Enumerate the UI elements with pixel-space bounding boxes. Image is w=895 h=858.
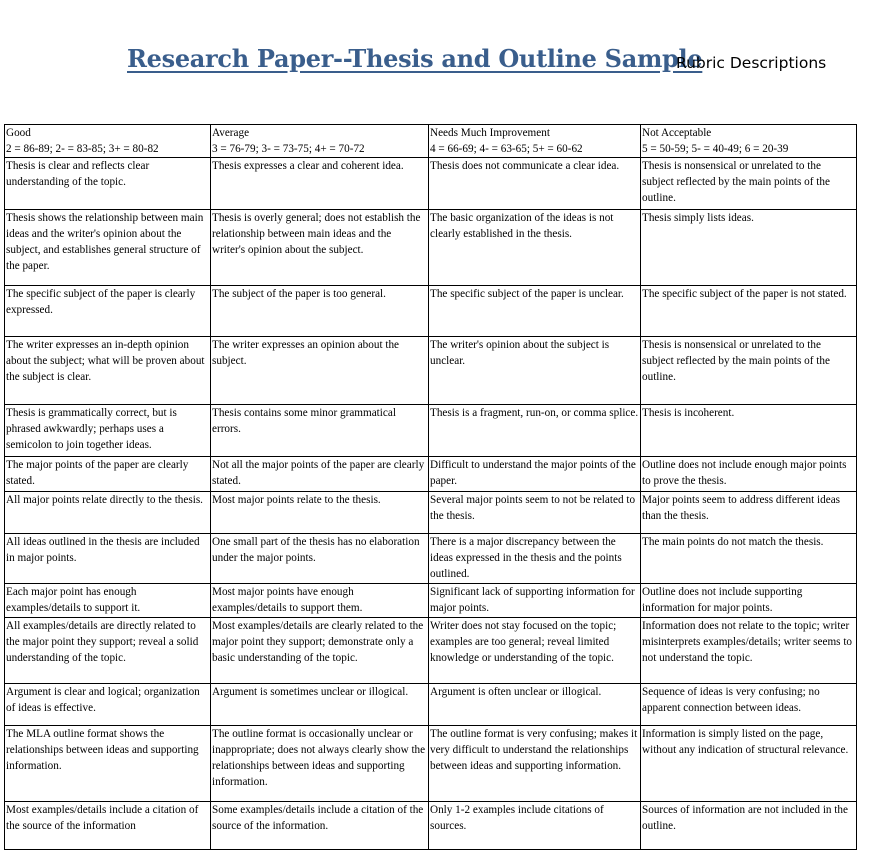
rubric-header-row xyxy=(5,125,857,158)
level-cell-good xyxy=(5,125,211,158)
table-row xyxy=(5,618,857,684)
rubric-cell xyxy=(641,726,857,802)
rubric-cell xyxy=(5,210,211,286)
rubric-cell xyxy=(5,457,211,492)
rubric-cell xyxy=(641,534,857,584)
rubric-cell-text: Outline does not include enough major points to prove the thesis. xyxy=(642,459,847,487)
level-range: 5 = 50-59; 5- = 40-49; 6 = 20-39 xyxy=(642,143,789,155)
rubric-cell-text: The specific subject of the paper is not stated. xyxy=(642,288,847,300)
rubric-cell-text: The major points of the paper are clearly stated. xyxy=(6,459,189,487)
rubric-cell-text: Most major points relate to the thesis. xyxy=(212,494,381,506)
rubric-cell xyxy=(5,802,211,850)
rubric-cell-text: The outline format is very confusing; makes it very difficult to understand the relationships between ideas and supporting information. xyxy=(430,728,638,772)
rubric-cell xyxy=(429,584,641,618)
level-range: 3 = 76-79; 3- = 73-75; 4+ = 70-72 xyxy=(212,143,365,155)
rubric-cell xyxy=(641,405,857,457)
rubric-cell xyxy=(211,337,429,405)
rubric-cell xyxy=(641,210,857,286)
rubric-cell-text: Thesis expresses a clear and coherent idea. xyxy=(212,160,404,172)
rubric-cell-text: Sequence of ideas is very confusing; no apparent connection between ideas. xyxy=(642,686,820,714)
rubric-cell xyxy=(429,210,641,286)
rubric-cell-text: Thesis does not communicate a clear idea. xyxy=(430,160,620,172)
rubric-table xyxy=(4,124,857,850)
rubric-cell xyxy=(211,618,429,684)
table-row xyxy=(5,802,857,850)
rubric-cell xyxy=(211,457,429,492)
rubric-cell-text: Several major points seem to not be related to the thesis. xyxy=(430,494,636,522)
rubric-cell xyxy=(211,405,429,457)
rubric-cell-text: The MLA outline format shows the relationships between ideas and supporting information. xyxy=(6,728,199,772)
rubric-cell xyxy=(211,158,429,210)
rubric-cell xyxy=(211,210,429,286)
rubric-cell xyxy=(211,534,429,584)
table-row xyxy=(5,457,857,492)
rubric-cell-text: Most major points have enough examples/details to support them. xyxy=(212,586,363,614)
rubric-cell-text: Argument is often unclear or illogical. xyxy=(430,686,602,698)
rubric-cell xyxy=(429,405,641,457)
rubric-cell xyxy=(5,584,211,618)
rubric-cell-text: Some examples/details include a citation of the source of the information. xyxy=(212,804,424,832)
level-range: 2 = 86-89; 2- = 83-85; 3+ = 80-82 xyxy=(6,143,159,155)
rubric-cell xyxy=(429,802,641,850)
rubric-cell-text: Thesis shows the relationship between main ideas and the writer's opinion about the subject, and establishes general structure of the paper. xyxy=(6,212,204,272)
table-row xyxy=(5,337,857,405)
table-row xyxy=(5,726,857,802)
rubric-cell xyxy=(5,337,211,405)
rubric-cell-text: Information does not relate to the topic; writer misinterprets examples/details; writer seems to not understand the topic. xyxy=(642,620,853,664)
rubric-cell xyxy=(641,684,857,726)
rubric-cell xyxy=(641,492,857,534)
rubric-cell xyxy=(5,726,211,802)
rubric-cell-text: One small part of the thesis has no elaboration under the major points. xyxy=(212,536,420,564)
rubric-cell-text: Only 1-2 examples include citations of sources. xyxy=(430,804,604,832)
level-name: Needs Much Improvement xyxy=(430,127,550,139)
rubric-cell-text: The specific subject of the paper is unclear. xyxy=(430,288,624,300)
rubric-cell-text: The writer expresses an opinion about the subject. xyxy=(212,339,400,367)
rubric-cell xyxy=(429,492,641,534)
rubric-cell-text: Thesis is nonsensical or unrelated to the subject reflected by the main points of the outline. xyxy=(642,339,830,383)
rubric-cell xyxy=(211,684,429,726)
rubric-cell-text: Thesis is grammatically correct, but is phrased awkwardly; perhaps uses a semicolon to join together ideas. xyxy=(6,407,177,451)
rubric-cell xyxy=(211,492,429,534)
rubric-cell xyxy=(5,534,211,584)
rubric-cell-text: The writer's opinion about the subject is unclear. xyxy=(430,339,610,367)
rubric-cell xyxy=(429,286,641,337)
rubric-cell xyxy=(211,726,429,802)
rubric-cell xyxy=(641,337,857,405)
level-name: Not Acceptable xyxy=(642,127,712,139)
rubric-cell-text: Argument is clear and logical; organization of ideas is effective. xyxy=(6,686,200,714)
level-cell-needs-much-improvement xyxy=(429,125,641,158)
rubric-cell-text: The outline format is occasionally unclear or inappropriate; does not always clearly show the relationships between ideas and supporting information. xyxy=(212,728,426,788)
rubric-cell xyxy=(429,534,641,584)
table-row xyxy=(5,492,857,534)
level-cell-average xyxy=(211,125,429,158)
rubric-cell xyxy=(211,584,429,618)
rubric-cell-text: The specific subject of the paper is clearly expressed. xyxy=(6,288,196,316)
rubric-cell xyxy=(429,337,641,405)
rubric-cell-text: Thesis is incoherent. xyxy=(642,407,735,419)
rubric-cell xyxy=(211,286,429,337)
rubric-cell xyxy=(641,584,857,618)
rubric-cell xyxy=(429,726,641,802)
rubric-cell xyxy=(5,492,211,534)
rubric-cell-text: Argument is sometimes unclear or illogical. xyxy=(212,686,409,698)
rubric-cell-text: The basic organization of the ideas is not clearly established in the thesis. xyxy=(430,212,614,240)
rubric-cell xyxy=(641,286,857,337)
rubric-cell-text: Sources of information are not included in the outline. xyxy=(642,804,848,832)
table-row xyxy=(5,405,857,457)
rubric-body xyxy=(5,125,857,850)
rubric-cell-text: There is a major discrepancy between the ideas expressed in the thesis and the points outlined. xyxy=(430,536,622,580)
rubric-cell xyxy=(5,618,211,684)
rubric-cell xyxy=(429,457,641,492)
rubric-cell-text: Writer does not stay focused on the topic; examples are too general; reveal limited knowledge or understanding of the topic. xyxy=(430,620,617,664)
rubric-cell-text: The subject of the paper is too general. xyxy=(212,288,386,300)
rubric-cell xyxy=(429,684,641,726)
rubric-cell-text: All ideas outlined in the thesis are included in major points. xyxy=(6,536,200,564)
rubric-cell xyxy=(5,286,211,337)
table-row xyxy=(5,158,857,210)
rubric-cell-text: All major points relate directly to the thesis. xyxy=(6,494,203,506)
rubric-cell-text: Thesis is clear and reflects clear understanding of the topic. xyxy=(6,160,150,188)
rubric-cell-text: Thesis contains some minor grammatical errors. xyxy=(212,407,396,435)
page-header xyxy=(0,44,895,84)
rubric-cell-text: The writer expresses an in-depth opinion about the subject; what will be proven about the subject is clear. xyxy=(6,339,205,383)
level-name: Average xyxy=(212,127,250,139)
rubric-cell-text: Most examples/details include a citation of the source of the information xyxy=(6,804,199,832)
rubric-cell-text: Thesis is nonsensical or unrelated to the subject reflected by the main points of the outline. xyxy=(642,160,830,204)
rubric-cell-text: The main points do not match the thesis. xyxy=(642,536,824,548)
table-row xyxy=(5,534,857,584)
table-row xyxy=(5,684,857,726)
rubric-cell xyxy=(641,618,857,684)
rubric-cell xyxy=(5,158,211,210)
page-subtitle: Rubric Descriptions xyxy=(676,54,827,72)
rubric-cell xyxy=(5,684,211,726)
level-range: 4 = 66-69; 4- = 63-65; 5+ = 60-62 xyxy=(430,143,583,155)
rubric-cell-text: Difficult to understand the major points of the paper. xyxy=(430,459,636,487)
table-row xyxy=(5,584,857,618)
rubric-cell-text: Major points seem to address different ideas than the thesis. xyxy=(642,494,841,522)
rubric-cell-text: Each major point has enough examples/details to support it. xyxy=(6,586,141,614)
rubric-cell-text: Significant lack of supporting information for major points. xyxy=(430,586,635,614)
rubric-cell-text: All examples/details are directly related to the major point they support; reveal a solid understanding of the topic. xyxy=(6,620,199,664)
rubric-cell-text: Information is simply listed on the page, without any indication of structural relevance. xyxy=(642,728,849,756)
table-row xyxy=(5,286,857,337)
rubric-cell xyxy=(641,158,857,210)
rubric-cell-text: Not all the major points of the paper are clearly stated. xyxy=(212,459,425,487)
level-name: Good xyxy=(6,127,31,139)
rubric-cell xyxy=(641,457,857,492)
level-cell-not-acceptable xyxy=(641,125,857,158)
rubric-cell-text: Outline does not include supporting information for major points. xyxy=(642,586,803,614)
rubric-cell-text: Thesis is overly general; does not establish the relationship between main ideas and the writer's opinion about the subject. xyxy=(212,212,421,256)
rubric-cell xyxy=(5,405,211,457)
table-row xyxy=(5,210,857,286)
rubric-cell xyxy=(429,618,641,684)
rubric-cell xyxy=(211,802,429,850)
page-title: Research Paper--Thesis and Outline Sample xyxy=(127,44,703,73)
rubric-cell-text: Thesis simply lists ideas. xyxy=(642,212,754,224)
rubric-cell xyxy=(641,802,857,850)
rubric-cell-text: Most examples/details are clearly related to the major point they support; demonstrate only a basic understanding of the topic. xyxy=(212,620,424,664)
rubric-cell-text: Thesis is a fragment, run-on, or comma splice. xyxy=(430,407,639,419)
rubric-cell xyxy=(429,158,641,210)
